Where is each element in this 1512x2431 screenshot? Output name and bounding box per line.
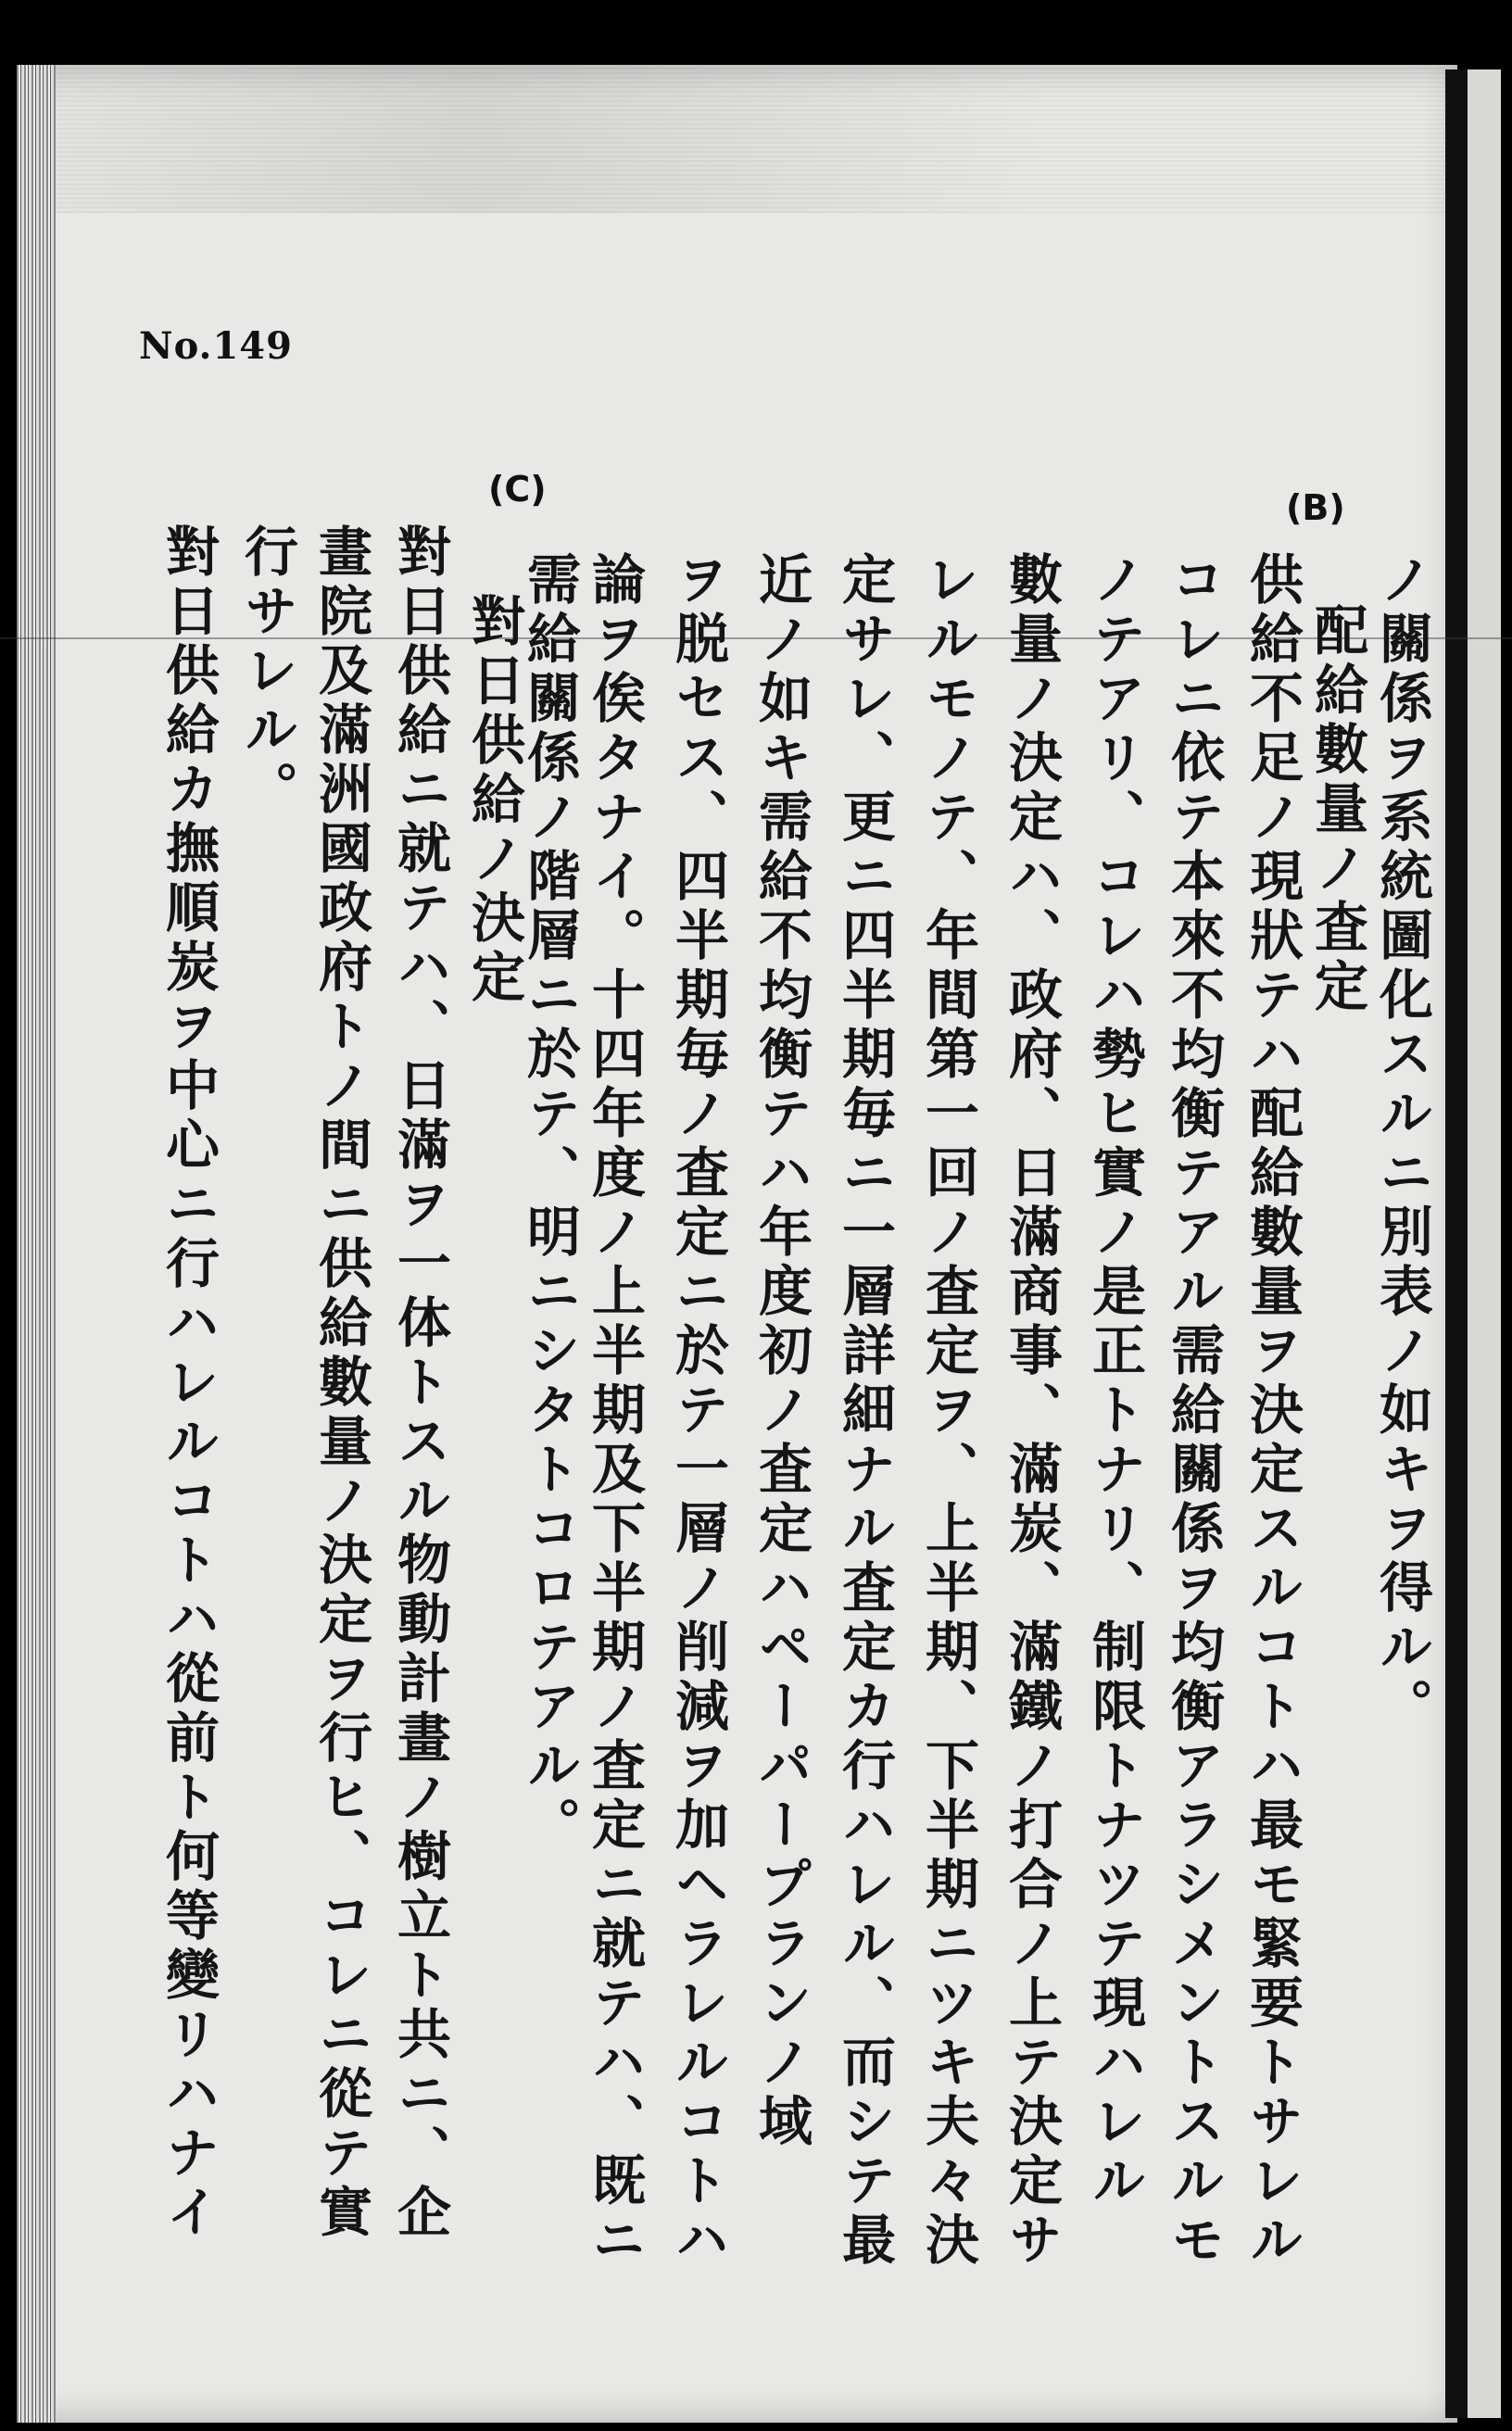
page-edge <box>1445 69 1501 2418</box>
binding-spine <box>17 65 56 2423</box>
text-column-14: 對日供給ニ就テハ、日滿ヲ一体トスル物動計畫ノ樹立ト共ニ、企 <box>388 523 451 2243</box>
page-number: No.149 <box>139 324 293 368</box>
section-heading-b: 配給數量ノ査定 <box>1305 602 1368 1017</box>
section-heading-c: 對日供給ノ決定 <box>462 593 525 1008</box>
text-column-4: コレニ依テ本來不均衡テアル需給關係ヲ均衡アラシメントスルモ <box>1162 551 1225 2271</box>
text-column-16: 行サレル。 <box>235 523 298 820</box>
paper-texture <box>56 65 1445 213</box>
text-column-3: 供給不足ノ現狀テハ配給數量ヲ決定スルコトハ最モ緊要トサレル <box>1241 551 1304 2271</box>
text-column-12: 需給關係ノ階層ニ於テ、明ニシタトコロテアル。 <box>518 551 581 1856</box>
section-marker-b: (B) <box>1286 487 1345 528</box>
text-column-6: 數量ノ決定ハ、政府、日滿商事、滿炭、滿鐵ノ打合ノ上テ決定サ <box>1000 551 1063 2271</box>
text-column-17: 對日供給カ撫順炭ヲ中心ニ行ハレルコトハ從前ト何等變リハナイ <box>157 523 220 2243</box>
text-column-1: ノ關係ヲ系統圖化スルニ別表ノ如キヲ得ル。 <box>1370 551 1433 1737</box>
section-marker-c: (C) <box>488 469 547 510</box>
text-column-9: 近ノ如キ需給不均衡テハ年度初ノ査定ハペーパープランノ域 <box>750 551 813 2152</box>
text-column-8: 定サレ、更ニ四半期毎ニ一層詳細ナル査定カ行ハレル、而シテ最 <box>833 551 896 2271</box>
text-column-11: 論ヲ俟タナイ。十四年度ノ上半期及下半期ノ査定ニ就テハ、既ニ <box>583 551 646 2271</box>
text-column-10: ヲ脱セス、四半期毎ノ査定ニ於テ一層ノ削減ヲ加ヘラレルコトハ <box>666 551 729 2271</box>
text-column-5: ノテアリ、コレハ勢ヒ實ノ是正トナリ、制限トナツテ現ハレル <box>1083 551 1146 2211</box>
text-column-7: レルモノテ、年間第一回ノ査定ヲ、上半期、下半期ニツキ夫々決 <box>916 551 979 2271</box>
text-column-15: 畫院及滿洲國政府トノ間ニ供給數量ノ決定ヲ行ヒ、コレニ從テ實 <box>309 523 372 2243</box>
